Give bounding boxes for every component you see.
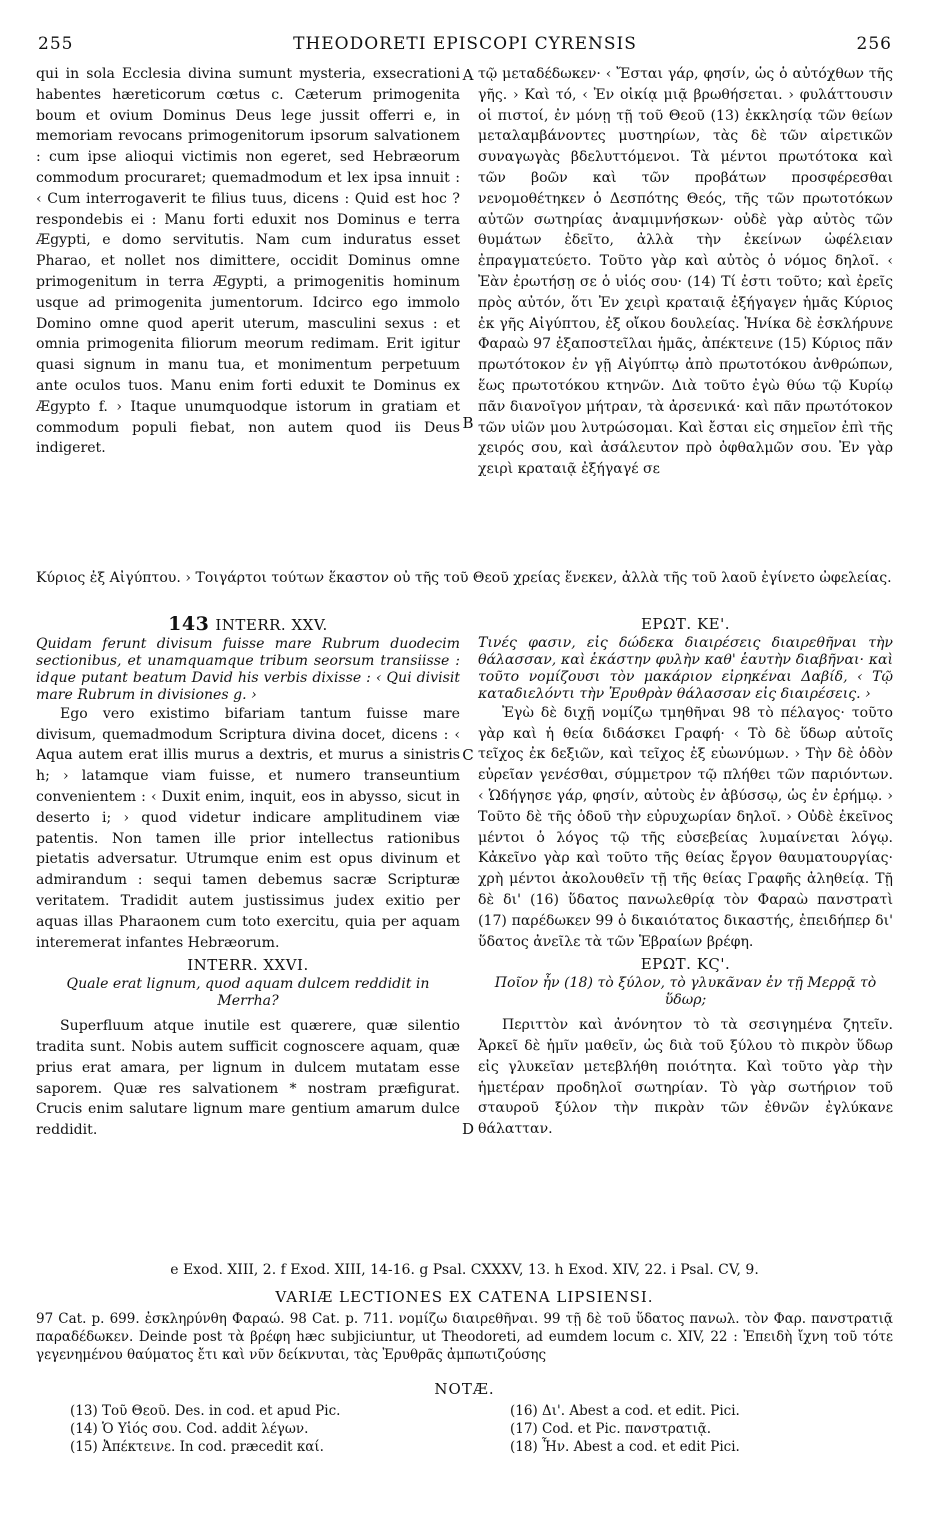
greek-question-25: Τινές φασιν, εἰς δώδεκα διαιρέσεις διαιρεθῆναι τὴν θάλασσαν, καὶ ἑκάστην φυλὴν καθ' ἑαυτὴν διαβῆναι· καὶ τοῦτο νομίζουσι τὸν μακάριον εἰρηκέναι Δαβίδ, ‹ Τῷ καταδιελόντι τὴν Ἐρυθρὰν θάλασσαν εἰς διαιρέσεις. › (478, 634, 893, 702)
note-14: (14) Ὁ Υἱός σου. Cod. addit λέγων. (70, 1421, 309, 1437)
margin-letter-a: A (462, 66, 474, 84)
margin-letter-b: B (462, 414, 474, 432)
margin-letter-c: C (462, 746, 474, 764)
column-number: 143 (168, 613, 210, 635)
note-16: (16) Δι'. Abest a cod. et edit. Pici. (510, 1403, 740, 1419)
spanning-line (36, 568, 893, 589)
latin-question-26: Quale erat lignum, quod aquam dulcem reddidit in Merrha? (66, 976, 430, 1010)
right-page-number: 256 (856, 34, 892, 54)
latin-answer-25: Ego vero existimo bifariam tantum fuisse mare divisum, quemadmodum Scriptura divina docet, dicens : ‹ Aqua autem erat illis murus a dextris, et murus a sinistris h; › latamque viam fuisse, et numero transeuntium convenientem : ‹ Duxit enim, inquit, eos in abysso, sicut in deserto i; › quod videtur indicare amplitudinem viæ patentis. Non tamen ille prior intellectus rationibus pietatis adversatur. Utrumque enim est opus divinum et admirandum : sequi tamen debemus sacræ Scripturæ veritatem. Tradidit autem justissimus judex exitio per aquas illas Pharaonem cum toto exercitu, quia per aquam interemerat infantes Hebræorum. (36, 705, 460, 951)
greek-column-bottom (478, 612, 893, 1252)
latin-heading-26: INTERR. XXVI. (187, 956, 309, 975)
note-17: (17) Cod. et Pic. πανστρατιᾷ. (510, 1421, 712, 1437)
latin-question-25: Quidam ferunt divisum fuisse mare Rubrum duodecim sectionibus, et unamquamque tribum seorsum transiisse : idque putant beatum David his verbis dixisse : ‹ Qui divisit mare Rubrum in divisiones g. › (36, 635, 460, 703)
greek-heading-25: ΕΡΩΤ. ΚΕ'. (640, 615, 731, 633)
greek-heading-26: ΕΡΩΤ. ΚϚ'. (640, 955, 731, 974)
note-13: (13) Τοῦ Θεοῦ. Des. in cod. et apud Pic. (70, 1403, 341, 1419)
scripture-references: e Exod. XIII, 2. f Exod. XIII, 14-16. g Psal. CXXXV, 13. h Exod. XIV, 22. i Psal. CV, 9. (170, 1262, 759, 1278)
left-page-number: 255 (38, 34, 74, 54)
latin-paragraph: qui in sola Ecclesia divina sumunt mysteria, exsecrationi habentes hæreticorum cœtus c. Cæterum primogenita boum et ovium Dominus Deus lege jussit offerri e, in memoriam revocans primogenitorum ipsorum salvationem : cum ipse alioqui victimis non egeret, sed Hebræorum commodum procuraret; quemadmodum et lex ipsa innuit : ‹ Cum interrogaverit te filius tuus, dicens : Quid est hoc ? respondebis ei : Manu forti eduxit nos Dominus e terra Ægypti, e domo servitutis. Nam cum induratus esset Pharao, et nollet nos dimittere, occidit Dominus omne primogenitum in terra Ægypti, a primogenitis hominum usque ad primogenita jumentorum. Idcirco ego immolo Domino omne quod aperit uterum, masculini sexus : et omnia primogenita filiorum meorum redimam. Erit igitur quasi signum in manu tua, et monimentum perpetuum ante oculos tuos. Manu enim forti eduxit te Dominus ex Ægypto f. › Itaque unumquodque istorum in gratiam et commodum populi fiebat, non autem quod iis Deus indigeret. (36, 66, 460, 457)
greek-answer-25: Ἐγὼ δὲ διχῇ νομίζω τμηθῆναι 98 τὸ πέλαγος· τοῦτο γὰρ καὶ ἡ θεία διδάσκει Γραφή· ‹ Τὸ δὲ ὕδωρ αὐτοῖς τεῖχος ἐκ δεξιῶν, καὶ τεῖχος ἐξ εὐωνύμων. › Τὴν δὲ ὁδὸν εὐρεῖαν γενέσθαι, σύμμετρον τῷ πλήθει τῶν παριόντων. ‹ Ὡδήγησε γάρ, φησίν, αὐτοὺς ἐν ἀβύσσῳ, ὡς ἐν ἐρήμῳ. › Τοῦτο δὲ τῆς ὁδοῦ τὴν εὐρυχωρίαν δηλοῖ. › Οὐδὲ ἐκεῖνος μέντοι ὁ λόγος τῷ τῆς εὐσεβείας λυμαίνεται λόγῳ. Κἀκεῖνο γὰρ καὶ τοῦτο τῆς θείας ἔργον θαυματουργίας· χρὴ μέντοι ἀκολουθεῖν τῇ τῆς θείας Γραφῆς ἀληθείᾳ. Τῇ δὲ δι' (16) ὕδατος πανωλεθρίᾳ τὸν Φαραὼ πανστρατὶ (17) παρέδωκεν 99 ὁ δικαιότατος δικαστής, ἐπειδήπερ δι' ὕδατος ἀνεῖλε τὰ τῶν Ἑβραίων βρέφη. (478, 704, 893, 950)
spanning-paragraph: Κύριος ἐξ Αἰγύπτου. › Τοιγάρτοι τούτων ἕκαστον οὐ τῆς τοῦ Θεοῦ χρείας ἕνεκεν, ἀλλὰ τῆς τοῦ λαοῦ ἐγίνετο ὠφελείας. (36, 570, 892, 586)
margin-letter-d: D (461, 1120, 475, 1138)
greek-answer-26: Περιττὸν καὶ ἀνόνητον τὸ τὰ σεσιγημένα ζητεῖν. Ἀρκεῖ δὲ ἡμῖν μαθεῖν, ὡς διὰ τοῦ ξύλου τὸ πικρὸν ὕδωρ εἰς γλυκεῖαν μετεβλήθη ποιότητα. Καὶ τοῦτο γὰρ τὴν ἡμετέραν προδηλοῖ σωτηρίαν. Τὸ γὰρ σωτήριον τοῦ σταυροῦ ξύλον τὴν πικρὰν τῶν ἐθνῶν ἐγλύκανε θάλατταν. (478, 1017, 893, 1138)
note-18: (18) Ἦν. Abest a cod. et edit Pici. (510, 1439, 740, 1455)
running-head (38, 34, 892, 58)
notes-right (510, 1402, 900, 1456)
greek-column-top (478, 64, 893, 568)
greek-question-26: Ποῖον ἦν (18) τὸ ξύλον, τὸ γλυκᾶναν ἐν τῇ Μερρᾷ τὸ ὕδωρ; (494, 975, 877, 1009)
latin-column-bottom (36, 612, 460, 1252)
greek-paragraph: τῷ μεταδέδωκεν· ‹ Ἔσται γάρ, φησίν, ὡς ὁ αὐτόχθων τῆς γῆς. › Καὶ τό, ‹ Ἐν οἰκίᾳ μιᾷ βρωθήσεται. › φυλάττουσιν οἱ πιστοί, ἐν μόνῃ τῇ τοῦ Θεοῦ (13) ἐκκλησίᾳ τῶν θείων μεταλαμβάνοντες μυστηρίων, τὰς δὲ τῶν αἱρετικῶν συναγωγὰς βδελυττόμενοι. Τὰ μέντοι πρωτότοκα καὶ τῶν βοῶν καὶ τῶν προβάτων προσφέρεσθαι νενομοθέτηκεν ὁ Δεσπότης Θεός, τῆς τῶν πρωτοτόκων αὐτῶν σωτηρίας ἀναμιμνήσκων· οὐδὲ γὰρ αὐτὸς τῶν θυμάτων ἐδεῖτο, ἀλλὰ τὴν ἐκείνων ὠφέλειαν ἐπραγματεύετο. Τοῦτο γὰρ καὶ αὐτὸς ὁ νόμος δηλοῖ. ‹ Ἐὰν ἐρωτήσῃ σε ὁ υἱός σου· (14) Τί ἐστι τοῦτο; καὶ ἐρεῖς πρὸς αὐτόν, ὅτι Ἐν χειρὶ κραταιᾷ ἐξήγαγεν ἡμᾶς Κύριος ἐκ γῆς Αἰγύπτου, ἐξ οἴκου δουλείας. Ἡνίκα δὲ ἐσκλήρυνε Φαραὼ 97 ἐξαποστεῖλαι ἡμᾶς, ἀπέκτεινε (15) Κύριος πᾶν πρωτότοκον ἐν γῇ Αἰγύπτῳ ἀπὸ πρωτοτόκου ἀνθρώπων, ἕως πρωτοτόκου κτηνῶν. Διὰ τοῦτο ἐγὼ θύω τῷ Κυρίῳ πᾶν διανοῖγον μήτραν, τὰ ἀρσενικά· καὶ πᾶν πρωτότοκον τῶν υἱῶν μου λυτρώσομαι. Καὶ ἔσται εἰς σημεῖον ἐπὶ τῆς χειρός σου, καὶ ἀσάλευτον πρὸ ὀφθαλμῶν σου. Ἐν γὰρ χειρὶ κραταιᾷ ἐξήγαγέ σε (478, 66, 893, 478)
variae-text: 97 Cat. p. 699. ἐσκληρύνθη Φαραώ. 98 Cat. p. 711. νομίζω διαιρεθῆναι. 99 τῇ δὲ τοῦ ὕδατος πανωλ. τὸν Φαρ. πανστρατιᾷ παραδέδωκεν. Deinde post τὰ βρέφη hæc subjiciuntur, ut Theodoreti, ad eumdem locum c. XIV, 22 : Ἐπειδὴ ἴχνη τοῦ τότε γεγενημένου θαύματος ἔτι καὶ νῦν δείκνυται, τὰς Ἐρυθρᾶς ἀμπωτιζούσης (36, 1311, 893, 1363)
variae-heading: VARIÆ LECTIONES EX CATENA LIPSIENSI. (275, 1288, 654, 1306)
latin-heading-25-text: INTERR. XXV. (215, 616, 328, 634)
latin-column-top (36, 64, 460, 568)
note-15: (15) Ἀπέκτεινε. In cod. præcedit καί. (70, 1439, 324, 1455)
running-title: THEODORETI EPISCOPI CYRENSIS (293, 34, 637, 54)
notes-left (70, 1402, 470, 1456)
notae-heading: NOTÆ. (434, 1380, 495, 1398)
latin-answer-26: Superfluum atque inutile est quærere, quæ silentio tradita sunt. Nobis autem sufficit cognoscere aquam, quæ prius erat amara, per lignum in dulcem mutatam esse saporem. Quæ res salvationem * nostram præfigurat. Crucis enim salutare lignum mare gentium amarum dulce reddidit. (36, 1018, 460, 1139)
latin-heading-25 (36, 614, 460, 636)
